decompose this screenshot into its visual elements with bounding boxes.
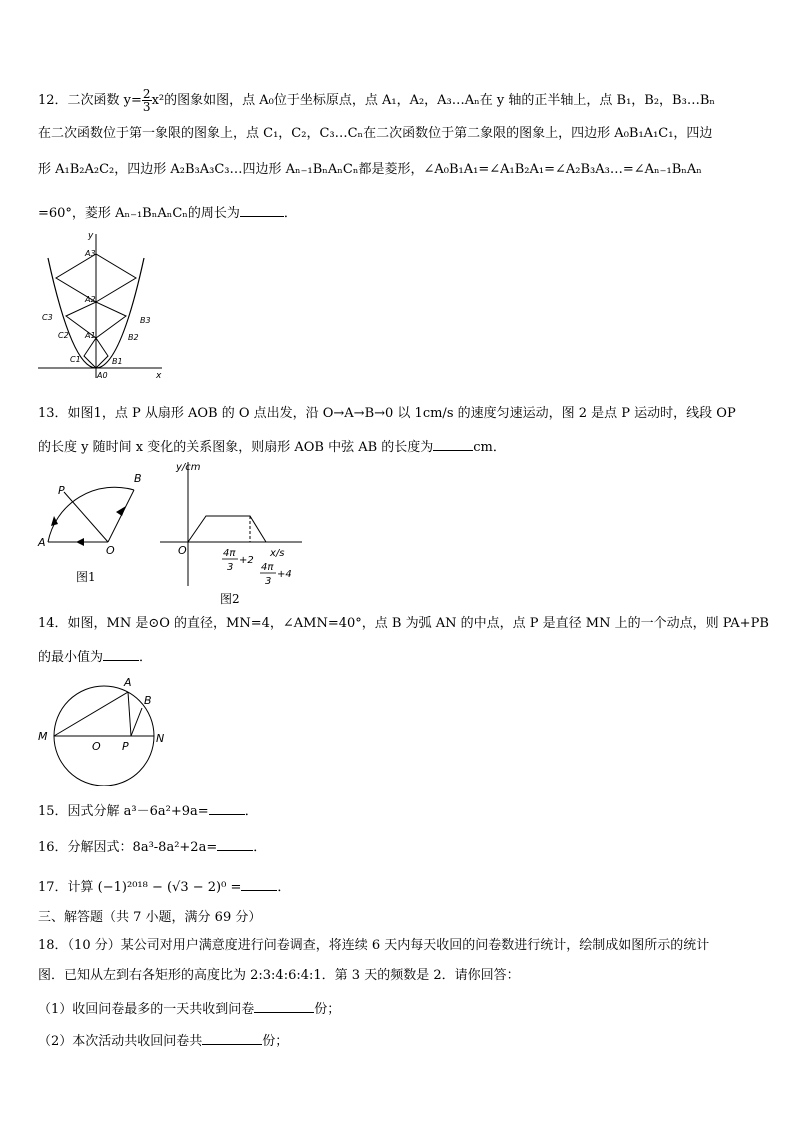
q14-line2 <box>38 648 152 666</box>
q16-period: ． <box>253 840 267 855</box>
label-B: B <box>134 472 142 485</box>
q12-answer-blank[interactable] <box>240 204 284 217</box>
chord-MA <box>54 692 128 736</box>
tick2-tail: +4 <box>277 569 292 580</box>
q13-unit: cm． <box>473 440 506 455</box>
label-P: P <box>122 740 129 753</box>
q18-sub2-unit: 份； <box>262 1034 289 1049</box>
q12-line3: 形 A₁B₂A₂C₂，四边形 A₂B₃A₃C₃…四边形 Aₙ₋₁BₙAₙCₙ都是菱形，∠A₀B₁A₁=∠A₁B₂A₁=∠A₂B₃A₃…=∠Aₙ₋₁BₙAₙ <box>38 162 702 177</box>
q15-period: ． <box>244 804 258 819</box>
q15-text: 15．因式分解 a³－6a²+9a= <box>38 804 209 819</box>
q15-answer-blank[interactable] <box>209 802 245 815</box>
q13-line1: 13．如图1，点 P 从扇形 AOB 的 O 点出发，沿 O→A→B→0 以 1cm/s 的速度匀速运动，图 2 是点 P 运动时，线段 OP <box>38 406 736 421</box>
q14-line2-text: 的最小值为 <box>38 650 104 665</box>
q18-line2: 图．已知从左到右各矩形的高度比为 2:3:4:6:4:1．第 3 天的频数是 2．请你回答： <box>38 968 520 983</box>
arrow-arc <box>51 516 58 526</box>
label-A2: A2 <box>85 295 96 304</box>
label-B1: B1 <box>112 357 123 366</box>
q17-period: ． <box>277 880 291 895</box>
q18-line1: 18．（10 分）某公司对用户满意度进行问卷调查，将连续 6 天内每天收回的问卷数进行统计，绘制成如图所示的统计 <box>38 938 710 953</box>
q18-sub1-blank[interactable] <box>254 1000 314 1013</box>
label-A0: A0 <box>97 371 108 380</box>
q18-sub2-blank[interactable] <box>202 1032 262 1045</box>
q17 <box>38 878 290 896</box>
label-x: x <box>156 371 162 380</box>
tick1-den: 3 <box>227 562 234 573</box>
q12-line1 <box>38 88 715 113</box>
q15 <box>38 802 258 820</box>
q17-answer-blank[interactable] <box>241 878 277 891</box>
arrow-BO <box>116 506 126 516</box>
q12-fraction <box>142 88 152 113</box>
label-B3: B3 <box>140 316 151 325</box>
tick2-den: 3 <box>265 576 272 587</box>
tick1-tail: +2 <box>239 555 254 566</box>
segment-OP <box>64 492 108 542</box>
label-B: B <box>144 694 152 707</box>
label-A: A <box>124 676 132 689</box>
label-A3: A3 <box>85 249 96 258</box>
q14-answer-blank[interactable] <box>103 648 139 661</box>
label-N: N <box>156 732 165 745</box>
q14-period: ． <box>139 650 153 665</box>
tick1-num: 4π <box>223 548 236 559</box>
q13-answer-blank[interactable] <box>433 438 473 451</box>
label-C2: C2 <box>58 331 69 340</box>
q18-sub1-unit: 份； <box>314 1002 341 1017</box>
label-A: A <box>38 536 46 549</box>
graph-y-label: y/cm <box>176 462 201 473</box>
label-O: O <box>106 544 115 557</box>
section-header: 三、解答题（共 7 小题，满分 69 分） <box>38 910 262 925</box>
graph-origin-label: O <box>178 544 187 557</box>
q12-text-a: 12．二次函数 y= <box>38 93 142 108</box>
segment-AP <box>128 692 131 736</box>
label-y: y <box>88 231 94 241</box>
q12-text-b: x²的图象如图，点 A₀位于坐标原点，点 A₁，A₂，A₃…Aₙ在 y 轴的正半轴上，点 B₁，B₂，B₃…Bₙ <box>151 93 715 108</box>
q16-text: 16．分解因式：8a³-8a²+2a= <box>38 840 218 855</box>
q13-fig2-graph <box>156 458 306 588</box>
label-M: M <box>38 730 48 743</box>
arrow-OA <box>76 538 84 546</box>
fig1-caption: 图1 <box>76 570 96 584</box>
label-O: O <box>92 740 101 753</box>
q14-line1: 14．如图，MN 是⊙O 的直径，MN=4，∠AMN=40°，点 B 为弧 AN 的中点，点 P 是直径 MN 上的一个动点，则 PA+PB <box>38 616 769 631</box>
graph-line <box>188 516 266 542</box>
label-B2: B2 <box>128 333 139 342</box>
q18-sub2-text: （2）本次活动共收回问卷共 <box>38 1034 203 1049</box>
q12-line2: 在二次函数位于第一象限的图象上，点 C₁，C₂，C₃…Cₙ在二次函数位于第二象限的图象上，四边形 A₀B₁A₁C₁，四边 <box>38 126 713 141</box>
q16-answer-blank[interactable] <box>217 838 253 851</box>
q17-text: 17．计算 (−1)²⁰¹⁸ − (√3 − 2)⁰ = <box>38 880 242 895</box>
fig2-caption: 图2 <box>220 592 240 606</box>
q16 <box>38 838 266 856</box>
q18-sub2 <box>38 1032 288 1050</box>
frac-denominator: 3 <box>142 100 151 114</box>
tick2-num: 4π <box>261 562 274 573</box>
radius-OB <box>108 490 134 542</box>
q14-circle-figure <box>36 674 172 786</box>
q13-line2 <box>38 438 506 456</box>
q13-line2-text: 的长度 y 随时间 x 变化的关系图象，则扇形 AOB 中弦 AB 的长度为 <box>38 440 434 455</box>
q18-sub1-text: （1）收回问卷最多的一天共收到问卷 <box>38 1002 255 1017</box>
q12-period: ． <box>283 206 297 221</box>
segment-PB <box>131 708 142 736</box>
label-C3: C3 <box>42 313 53 322</box>
q18-sub1 <box>38 1000 340 1018</box>
label-A1: A1 <box>85 331 96 340</box>
q12-line4-text: =60°，菱形 Aₙ₋₁BₙAₙCₙ的周长为 <box>38 206 240 221</box>
q12-line4 <box>38 204 297 222</box>
label-P: P <box>58 484 65 497</box>
frac-numerator: 2 <box>142 87 151 101</box>
q12-parabola-figure <box>36 228 166 380</box>
q13-fig1-sector <box>36 468 156 558</box>
label-C1: C1 <box>70 355 81 364</box>
graph-x-label: x/s <box>270 548 285 559</box>
